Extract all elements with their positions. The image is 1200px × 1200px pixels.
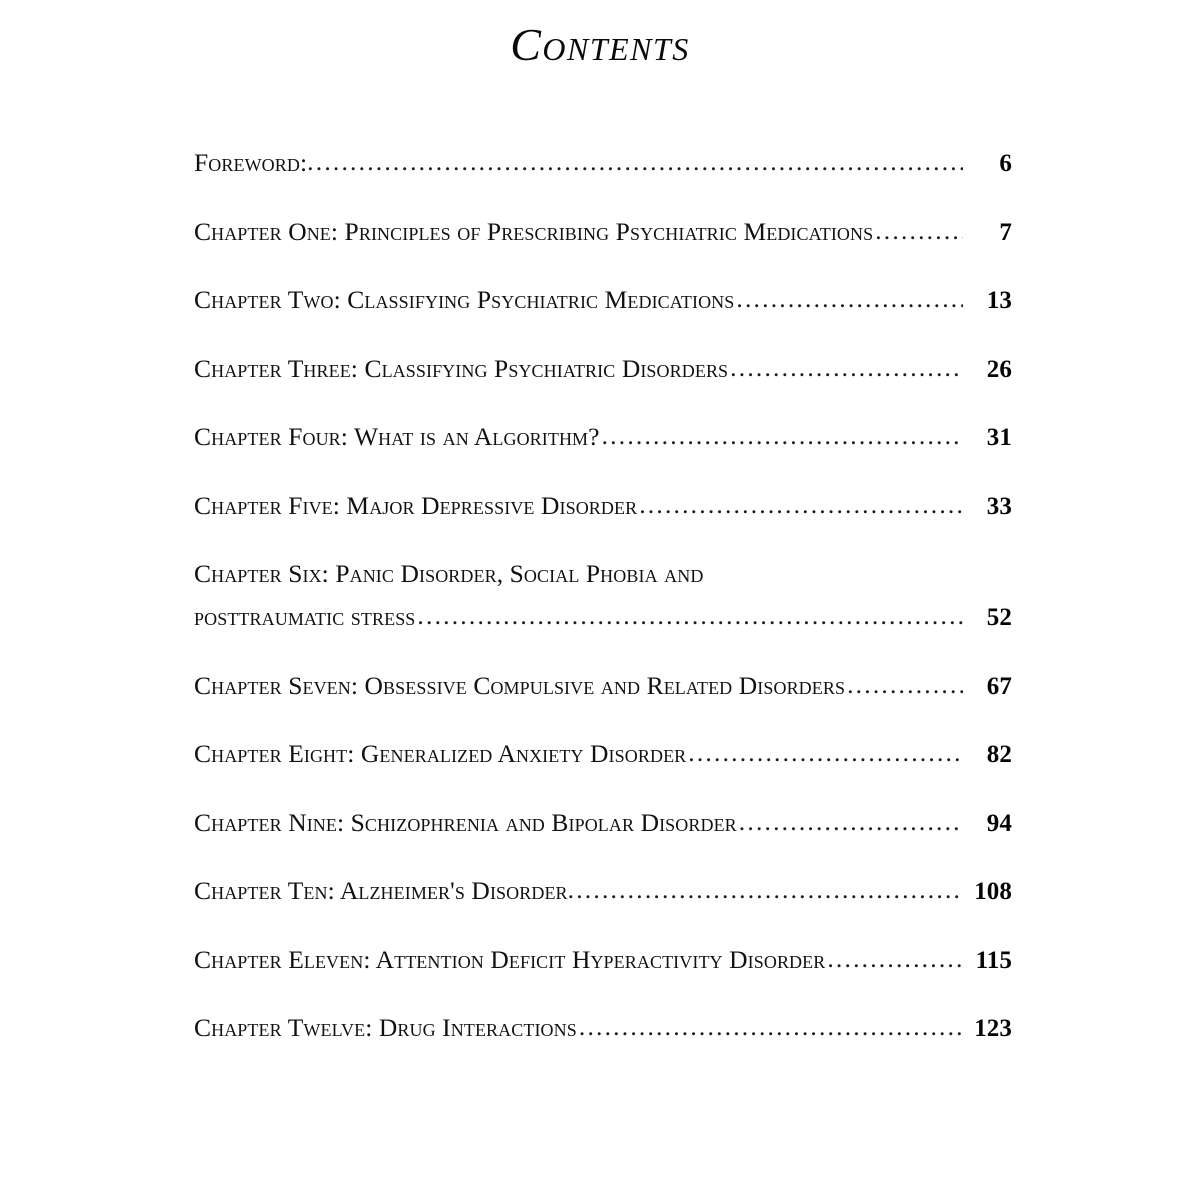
- toc-entry-line: [194, 1013, 1012, 1044]
- toc-page-number: 123: [974, 1015, 1012, 1043]
- toc-entry-title: Chapter Two: Classifying Psychiatric Medications: [194, 285, 735, 314]
- toc-leader-dots: [568, 875, 963, 905]
- toc-leader-dots: [847, 670, 963, 700]
- toc-entry[interactable]: [194, 559, 1012, 633]
- toc-page-number: 94: [986, 809, 1012, 837]
- toc-entry[interactable]: [194, 491, 1012, 522]
- toc-entry-title: Chapter Six: Panic Disorder, Social Phobia and: [194, 559, 704, 588]
- toc-page-number: 26: [986, 355, 1012, 383]
- toc-entry[interactable]: [194, 285, 1012, 316]
- toc-page-number: 33: [986, 492, 1012, 520]
- toc-entry-title: Chapter Eight: Generalized Anxiety Disorder: [194, 739, 687, 769]
- toc-leader-dots: [579, 1012, 963, 1042]
- toc-entry-title: Chapter One: Principles of Prescribing Psychiatric Medications: [194, 216, 874, 246]
- toc-page-number: 52: [986, 604, 1012, 632]
- toc-page-number: 7: [999, 218, 1012, 246]
- toc-entry[interactable]: [194, 808, 1012, 839]
- toc-entry[interactable]: [194, 876, 1012, 907]
- toc-leader-dots: [875, 216, 963, 246]
- toc-entry[interactable]: [194, 1013, 1012, 1044]
- toc-entry-line: [194, 285, 1012, 316]
- toc-entry-line-head: [194, 559, 1012, 589]
- toc-entry[interactable]: [194, 671, 1012, 702]
- toc-entry-title: Chapter Five: Major Depressive Disorder: [194, 490, 638, 520]
- toc-entry-line: [194, 808, 1012, 839]
- toc-page-number: 6: [999, 150, 1012, 177]
- toc-page-number: 31: [986, 424, 1012, 451]
- toc-page-number: 67: [986, 672, 1012, 700]
- toc-entry-title: Chapter Three: Classifying Psychiatric Disorders: [194, 353, 729, 383]
- toc-entry-title: Chapter Four: What is an Algorithm?: [194, 422, 600, 451]
- page-title: Contents: [510, 19, 690, 70]
- toc-entry-line: [194, 671, 1012, 702]
- toc-entry-line: [194, 422, 1012, 453]
- toc-entry-title: Chapter Seven: Obsessive Compulsive and Related Disorders: [194, 670, 846, 700]
- toc-page-number: 115: [975, 946, 1012, 974]
- toc-entry-title: Chapter Nine: Schizophrenia and Bipolar Disorder: [194, 807, 737, 837]
- toc-entry-title: Chapter Twelve: Drug Interactions: [194, 1013, 577, 1043]
- toc-leader-dots: [307, 147, 963, 177]
- toc-page-number: 13: [986, 287, 1012, 314]
- toc-entry-title: Chapter Eleven: Attention Deficit Hyperactivity Disorder: [194, 944, 826, 974]
- toc-leader-dots: [639, 490, 963, 520]
- toc-entry[interactable]: [194, 354, 1012, 385]
- toc-leader-dots: [602, 421, 963, 451]
- toc-leader-dots: [730, 353, 963, 383]
- toc-entry-title: posttraumatic stress: [194, 602, 416, 632]
- toc-entry-line: [194, 217, 1012, 248]
- toc-entry-title: Foreword:: [194, 148, 308, 177]
- toc-entry[interactable]: [194, 945, 1012, 976]
- toc-entry[interactable]: [194, 422, 1012, 453]
- toc-entry-line: [194, 876, 1012, 907]
- toc-entry-line: [194, 602, 1012, 633]
- toc-page-number: 82: [986, 741, 1012, 769]
- toc-entry-line: [194, 945, 1012, 976]
- toc-entry-line: [194, 491, 1012, 522]
- toc-leader-dots: [736, 284, 963, 314]
- toc-leader-dots: [827, 944, 963, 974]
- toc-entry-line: [194, 354, 1012, 385]
- toc-entry-line: [194, 739, 1012, 770]
- toc-entry[interactable]: [194, 739, 1012, 770]
- toc-leader-dots: [739, 807, 963, 837]
- toc-page-number: 108: [974, 878, 1012, 906]
- toc-entry-list: [194, 148, 1012, 1044]
- toc-leader-dots: [688, 738, 963, 768]
- toc-entry-title: Chapter Ten: Alzheimer's Disorder: [194, 876, 568, 906]
- toc-entry-line: [194, 148, 1012, 179]
- toc-entry[interactable]: [194, 148, 1012, 179]
- toc-entry[interactable]: [194, 217, 1012, 248]
- toc-leader-dots: [417, 601, 963, 631]
